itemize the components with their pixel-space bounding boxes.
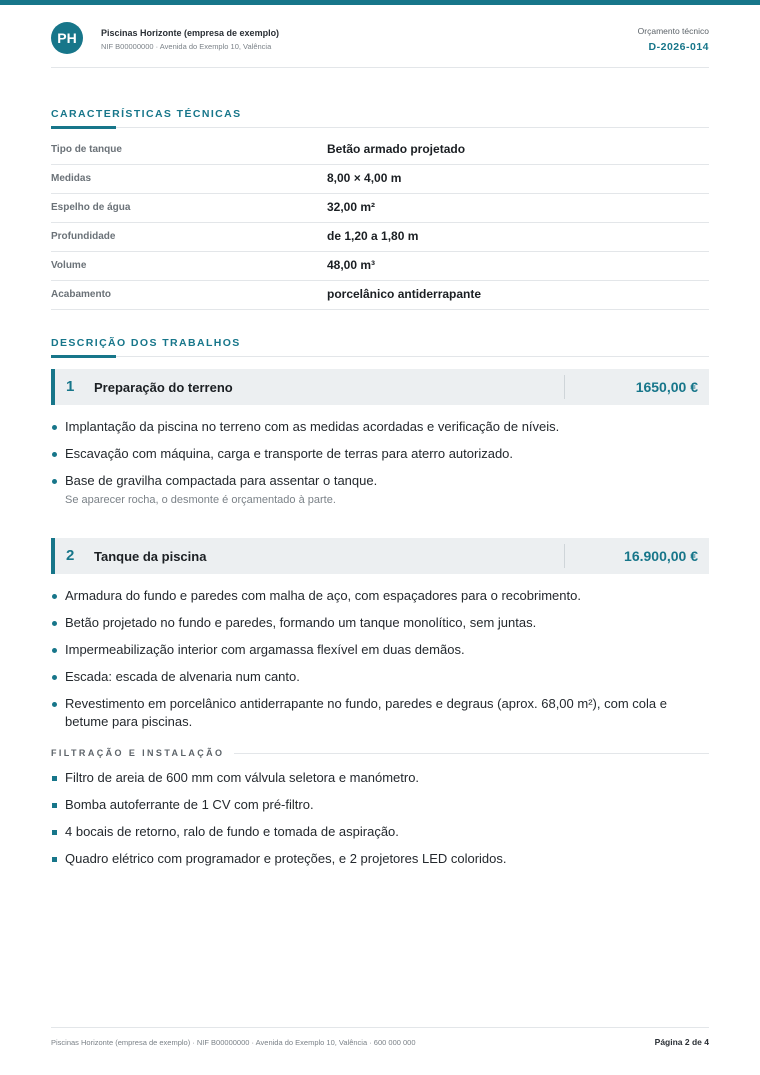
subsection-heading — [51, 746, 709, 760]
list-item — [51, 614, 709, 632]
spec-value: Betão armado projetado — [327, 142, 466, 156]
bullet-dot-icon — [52, 452, 57, 457]
company-details: NIF B00000000 · Avenida do Exemplo 10, Valência — [101, 42, 272, 51]
list-item — [51, 418, 709, 436]
list-item — [51, 641, 709, 659]
bullet-text: Escavação com máquina, carga e transporte de terras para aterro autorizado. — [65, 446, 514, 461]
work-item-title: Preparação do terreno — [94, 380, 233, 395]
works-section-title — [51, 337, 709, 357]
spec-row — [51, 281, 709, 310]
work-item-bullets — [51, 587, 709, 740]
spec-value: 32,00 m² — [327, 200, 376, 214]
list-item — [51, 587, 709, 605]
work-item-divider — [564, 544, 565, 568]
section-title-accent — [51, 126, 116, 129]
list-item — [51, 695, 709, 731]
work-item-header — [51, 538, 709, 574]
spec-row — [51, 252, 709, 281]
bullet-text: Betão projetado no fundo e paredes, formando um tanque monolítico, sem juntas. — [65, 615, 537, 630]
work-item-title: Tanque da piscina — [94, 549, 207, 564]
bullet-text: 4 bocais de retorno, ralo de fundo e tomada de aspiração. — [65, 824, 399, 839]
bullet-dot-icon — [52, 479, 57, 484]
list-item — [51, 445, 709, 463]
list-item — [51, 850, 709, 868]
document-header — [51, 22, 709, 68]
bullet-dot-icon — [52, 648, 57, 653]
list-item — [51, 823, 709, 841]
spec-value: porcelânico antiderrapante — [327, 287, 482, 301]
spec-value: 48,00 m³ — [327, 258, 376, 272]
specs-table — [51, 136, 709, 310]
list-item — [51, 668, 709, 686]
page-number: Página 2 de 4 — [654, 1037, 709, 1047]
bullet-text: Base de gravilha compactada para assentar o tanque. — [65, 473, 378, 488]
bullet-text: Armadura do fundo e paredes com malha de aço, com espaçadores para o recobrimento. — [65, 588, 581, 603]
top-accent-bar — [0, 0, 760, 5]
bullet-text: Filtro de areia de 600 mm com válvula seletora e manómetro. — [65, 770, 420, 785]
bullet-dot-icon — [52, 621, 57, 626]
bullet-dot-icon — [52, 594, 57, 599]
bullet-text: Implantação da piscina no terreno com as medidas acordadas e verificação de níveis. — [65, 419, 560, 434]
bullet-square-icon — [52, 803, 57, 808]
bullet-square-icon — [52, 830, 57, 835]
section-title-accent — [51, 355, 116, 358]
work-item-amount: 1650,00 € — [635, 379, 698, 395]
spec-label: Acabamento — [51, 289, 112, 300]
bullet-text: Bomba autoferrante de 1 CV com pré-filtro. — [65, 797, 314, 812]
work-item-bullets — [51, 418, 709, 518]
bullet-text: Quadro elétrico com programador e proteções, e 2 projetores LED coloridos. — [65, 851, 507, 866]
spec-label: Profundidade — [51, 231, 116, 242]
spec-label: Espelho de água — [51, 202, 131, 213]
work-item-divider — [564, 375, 565, 399]
spec-label: Tipo de tanque — [51, 144, 122, 155]
subsection-bullets — [51, 769, 709, 877]
spec-value: 8,00 × 4,00 m — [327, 171, 402, 185]
company-name: Piscinas Horizonte (empresa de exemplo) — [101, 28, 280, 38]
specs-title-text: CARACTERÍSTICAS TÉCNICAS — [51, 108, 242, 120]
document-type: Orçamento técnico — [637, 26, 709, 36]
list-item — [51, 796, 709, 814]
spec-label: Medidas — [51, 173, 92, 184]
company-logo: PH — [51, 22, 83, 54]
bullet-dot-icon — [52, 702, 57, 707]
bullet-text: Revestimento em porcelânico antiderrapante no fundo, paredes e degraus (aprox. 68,00 m²), com cola e betume para piscinas. — [65, 696, 667, 729]
list-item — [51, 769, 709, 787]
spec-row — [51, 223, 709, 252]
footer-company-info: Piscinas Horizonte (empresa de exemplo) · NIF B00000000 · Avenida do Exemplo 10, Valência · 600 000 000 — [51, 1038, 416, 1047]
page-footer — [51, 1027, 709, 1048]
bullet-text: Impermeabilização interior com argamassa flexível em duas demãos. — [65, 642, 465, 657]
work-item-header — [51, 369, 709, 405]
list-item — [51, 472, 709, 509]
spec-label: Volume — [51, 260, 87, 271]
specs-section-title — [51, 108, 709, 128]
works-title-text: DESCRIÇÃO DOS TRABALHOS — [51, 337, 241, 349]
spec-row — [51, 194, 709, 223]
spec-row — [51, 136, 709, 165]
spec-row — [51, 165, 709, 194]
bullet-square-icon — [52, 857, 57, 862]
work-item-amount: 16.900,00 € — [624, 548, 698, 564]
spec-value: de 1,20 a 1,80 m — [327, 229, 419, 243]
bullet-dot-icon — [52, 425, 57, 430]
bullet-text: Escada: escada de alvenaria num canto. — [65, 669, 300, 684]
bullet-note: Se aparecer rocha, o desmonte é orçamentado à parte. — [65, 494, 336, 506]
bullet-square-icon — [52, 776, 57, 781]
bullet-dot-icon — [52, 675, 57, 680]
subsection-title: FILTRAÇÃO E INSTALAÇÃO — [51, 748, 234, 758]
work-item-number: 2 — [66, 547, 75, 564]
document-number: D-2026-014 — [648, 41, 709, 53]
work-item-number: 1 — [66, 378, 75, 395]
